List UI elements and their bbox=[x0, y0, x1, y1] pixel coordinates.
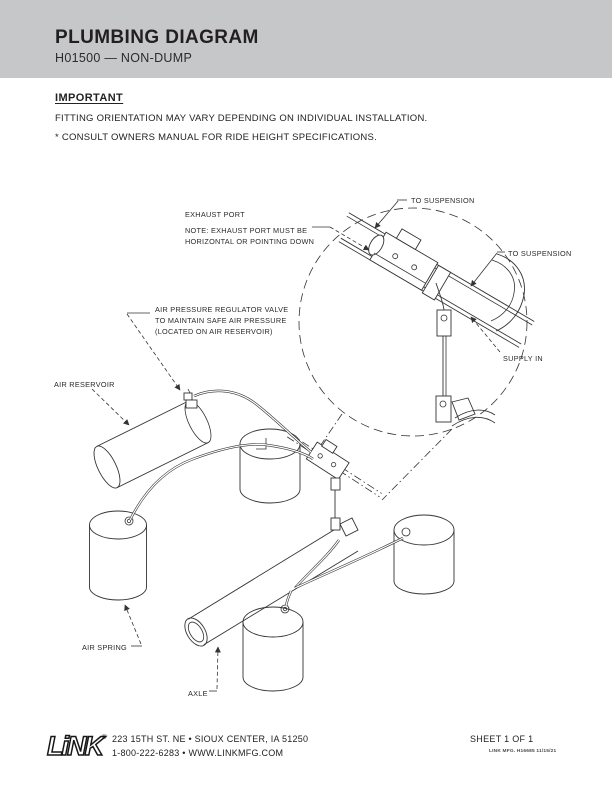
regulator-valve-fitting bbox=[184, 389, 197, 408]
page-subtitle: H01500 — NON-DUMP bbox=[55, 51, 193, 65]
label-regulator-3: (LOCATED ON AIR RESERVOIR) bbox=[155, 327, 273, 336]
air-lines bbox=[130, 391, 403, 606]
label-air-spring: AIR SPRING bbox=[82, 643, 127, 652]
important-notice bbox=[55, 92, 535, 151]
suspension-curve bbox=[491, 254, 524, 331]
label-exhaust-port: EXHAUST PORT bbox=[185, 210, 245, 219]
footer-address-line2: 1-800-222-6283 • WWW.LINKMFG.COM bbox=[112, 748, 284, 758]
notice-line-1: FITTING ORIENTATION MAY VARY DEPENDING ON INDIVIDUAL INSTALLATION. bbox=[55, 113, 428, 124]
label-exhaust-note-1: NOTE: EXHAUST PORT MUST BE bbox=[185, 226, 308, 235]
footer-address bbox=[112, 732, 308, 760]
registered-mark-icon: ® bbox=[102, 735, 107, 741]
label-regulator-1: AIR PRESSURE REGULATOR VALVE bbox=[155, 305, 289, 314]
diagram-labels bbox=[54, 196, 572, 698]
linkage-main bbox=[331, 478, 358, 536]
notice-heading: IMPORTANT bbox=[55, 92, 124, 104]
axle-tube bbox=[180, 525, 358, 650]
air-spring-right bbox=[394, 515, 454, 594]
label-supply-in: SUPPLY IN bbox=[503, 354, 543, 363]
link-logo-text: LiNK bbox=[47, 731, 102, 761]
footer bbox=[0, 726, 612, 774]
notice-line-2: * CONSULT OWNERS MANUAL FOR RIDE HEIGHT SPECIFICATIONS. bbox=[55, 132, 378, 143]
doc-code: LINK MFG. H16685 11/15/21 bbox=[489, 749, 557, 754]
label-axle: AXLE bbox=[188, 689, 208, 698]
link-logo bbox=[46, 729, 110, 768]
plumbing-diagram bbox=[0, 150, 612, 762]
air-spring-bottom bbox=[243, 605, 303, 691]
air-spring-middle bbox=[240, 429, 300, 503]
label-air-reservoir: AIR RESERVOIR bbox=[54, 380, 115, 389]
label-to-suspension-upper: TO SUSPENSION bbox=[411, 196, 475, 205]
air-reservoir-drawing bbox=[89, 397, 217, 491]
linkage-detail bbox=[436, 283, 495, 426]
height-control-valve-main bbox=[283, 421, 390, 504]
label-exhaust-note-2: HORIZONTAL OR POINTING DOWN bbox=[185, 237, 315, 246]
projection-line-right bbox=[382, 429, 452, 500]
page-title: PLUMBING DIAGRAM bbox=[55, 27, 259, 48]
footer-address-line1: 223 15TH ST. NE • SIOUX CENTER, IA 51250 bbox=[112, 734, 309, 744]
label-regulator-2: TO MAINTAIN SAFE AIR PRESSURE bbox=[155, 316, 287, 325]
label-to-suspension-lower: TO SUSPENSION bbox=[508, 249, 572, 258]
air-spring-left bbox=[90, 511, 147, 600]
height-control-valve-detail bbox=[362, 219, 457, 300]
sheet-number: SHEET 1 OF 1 bbox=[470, 734, 534, 744]
